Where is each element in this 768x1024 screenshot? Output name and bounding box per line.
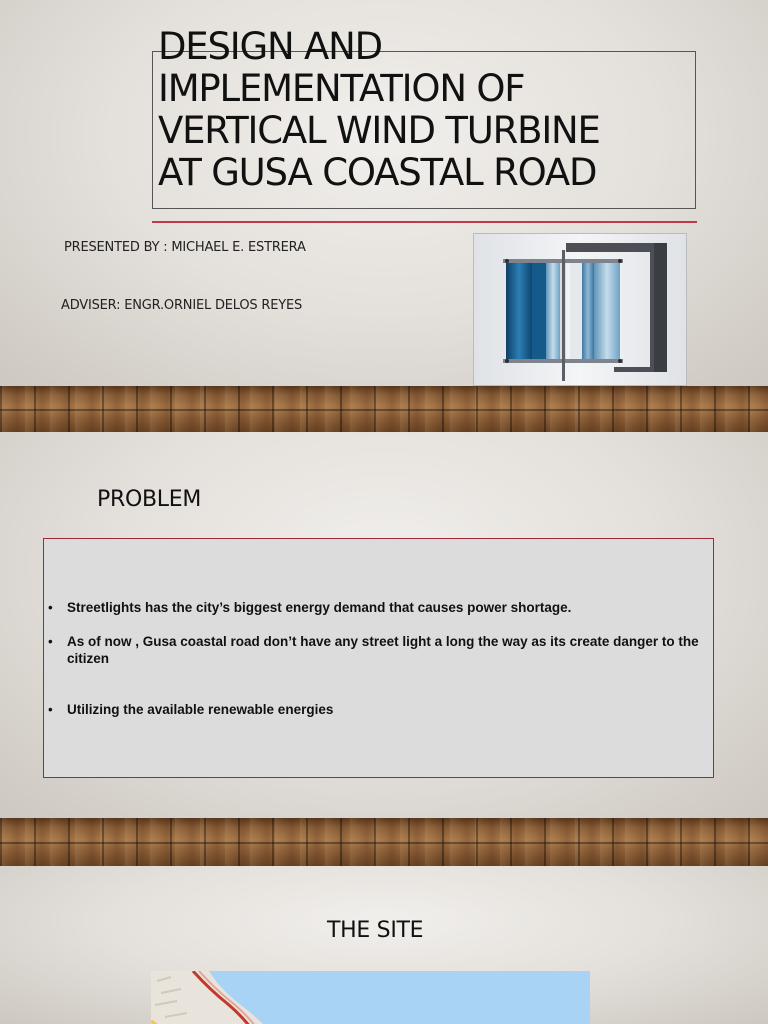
bullet-text: As of now , Gusa coastal road don’t have any street light a long the way as its create danger to the citizen	[67, 634, 699, 666]
bullet-text: Streetlights has the city’s biggest energy demand that causes power shortage.	[67, 600, 572, 615]
presentation-title	[158, 26, 718, 194]
problem-content-box	[43, 538, 714, 778]
title-line: AT GUSA COASTAL ROAD	[158, 151, 597, 194]
turbine-image	[473, 233, 687, 386]
site-slide	[0, 866, 768, 1024]
bullet-text: Utilizing the available renewable energies	[67, 702, 334, 717]
site-heading: THE SITE	[327, 918, 424, 943]
title-slide	[0, 0, 768, 386]
bullet-icon: •	[48, 634, 53, 649]
list-item	[48, 701, 708, 718]
map-drawing	[151, 971, 590, 1024]
problem-slide	[0, 432, 768, 818]
site-map	[151, 971, 590, 1024]
turbine-drawing	[474, 234, 686, 385]
title-line: IMPLEMENTATION OF	[158, 67, 525, 110]
list-item	[48, 633, 708, 667]
list-item	[48, 599, 708, 616]
title-underline	[152, 221, 697, 223]
wood-floor-divider	[0, 818, 768, 866]
adviser-text: ADVISER: ENGR.ORNIEL DELOS REYES	[61, 298, 303, 313]
title-line: DESIGN AND	[158, 25, 382, 68]
presenter-text: PRESENTED BY : MICHAEL E. ESTRERA	[64, 240, 306, 255]
bullet-icon: •	[48, 702, 53, 717]
bullet-icon: •	[48, 600, 53, 615]
title-line: VERTICAL WIND TURBINE	[158, 109, 600, 152]
wood-floor-divider	[0, 386, 768, 432]
problem-heading: PROBLEM	[97, 487, 202, 512]
